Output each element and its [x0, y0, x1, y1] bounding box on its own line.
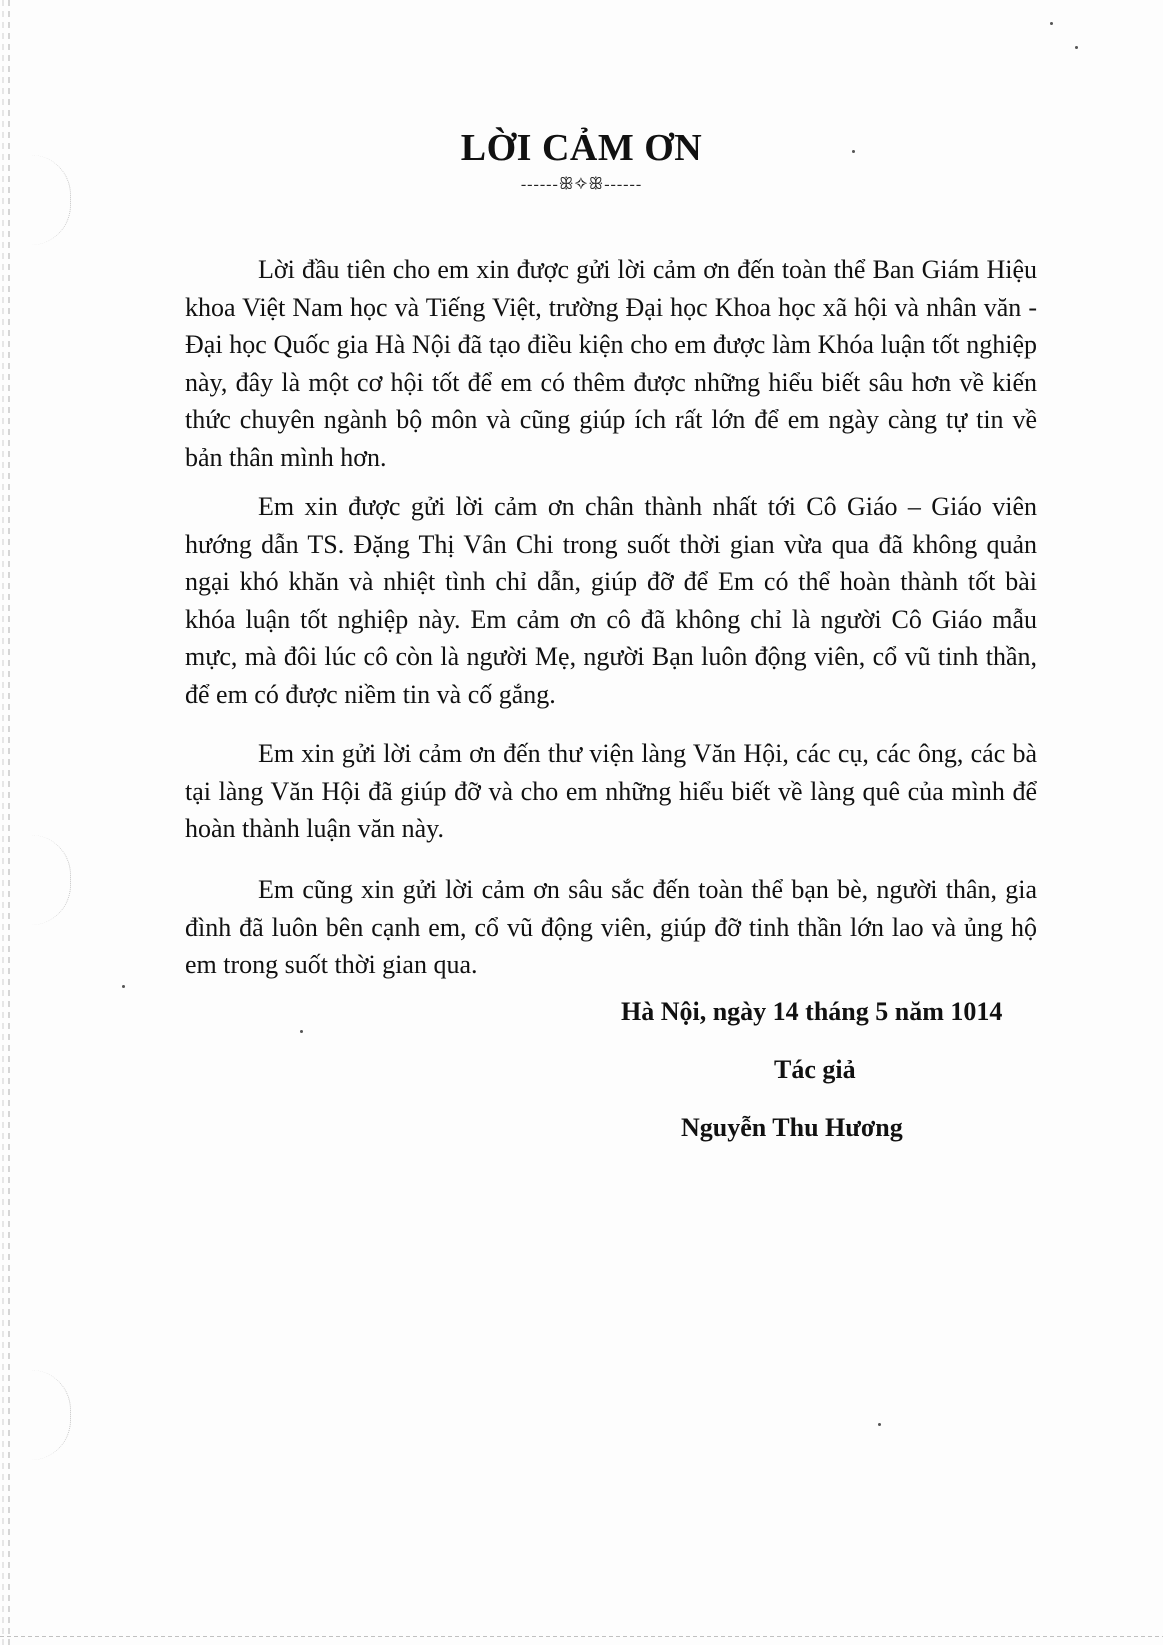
paragraph-1: Lời đầu tiên cho em xin được gửi lời cảm ơn đến toàn thể Ban Giám Hiệu khoa Việt Nam học và Tiếng Việt, trường Đại học Khoa học xã hội và nhân văn - Đại học Quốc gia Hà Nội đã tạo điều kiện cho em được làm Khóa luận tốt nghiệp này, đây là một cơ hội tốt để em có thêm được những hiểu biết sâu hơn về kiến thức chuyên ngành bộ môn và cũng giúp ích rất lớn để em ngày càng tự tin về bản thân mình hơn. [185, 255, 1037, 472]
paragraph-2: Em xin được gửi lời cảm ơn chân thành nhất tới Cô Giáo – Giáo viên hướng dẫn TS. Đặng Thị Vân Chi trong suốt thời gian vừa qua đã không quản ngại khó khăn và nhiệt tình chỉ dẫn, giúp đỡ để Em có thể hoàn thành tốt bài khóa luận tốt nghiệp này. Em cảm ơn cô đã không chỉ là người Cô Giáo mẫu mực, mà đôi lúc cô còn là người Mẹ, người Bạn luôn động viên, cổ vũ tinh thần, để em có được niềm tin và cố gắng. [185, 492, 1037, 709]
scan-bracket-artifact [30, 835, 71, 925]
signature-date: Hà Nội, ngày 14 tháng 5 năm 1014 [621, 997, 1003, 1026]
scan-speck [300, 1030, 303, 1033]
scan-bottom-edge-artifact [0, 1636, 1163, 1637]
scan-speck [1075, 46, 1078, 49]
scan-edge-artifact [8, 0, 10, 1645]
scan-speck [878, 1423, 881, 1426]
page-title: LỜI CẢM ƠN [460, 127, 703, 169]
paragraph-3: Em xin gửi lời cảm ơn đến thư viện làng Văn Hội, các cụ, các ông, các bà tại làng Văn Hội đã giúp đỡ và cho em những hiểu biết về làng quê của mình để hoàn thành luận văn này. [185, 739, 1037, 843]
signature-role: Tác giả [774, 1055, 856, 1084]
scan-bracket-artifact [30, 1370, 71, 1460]
scan-speck [122, 985, 125, 988]
paragraph-4: Em cũng xin gửi lời cảm ơn sâu sắc đến toàn thể bạn bè, người thân, gia đình đã luôn bên cạnh em, cổ vũ động viên, giúp đỡ tinh thần lớn lao và ủng hộ em trong suốt thời gian qua. [185, 875, 1037, 979]
scan-speck [1050, 22, 1053, 25]
title-ornament: ------ꕥ✧ꕥ------ [520, 176, 643, 193]
signature-name: Nguyễn Thu Hương [681, 1113, 903, 1142]
scan-edge-artifact [2, 0, 4, 1645]
